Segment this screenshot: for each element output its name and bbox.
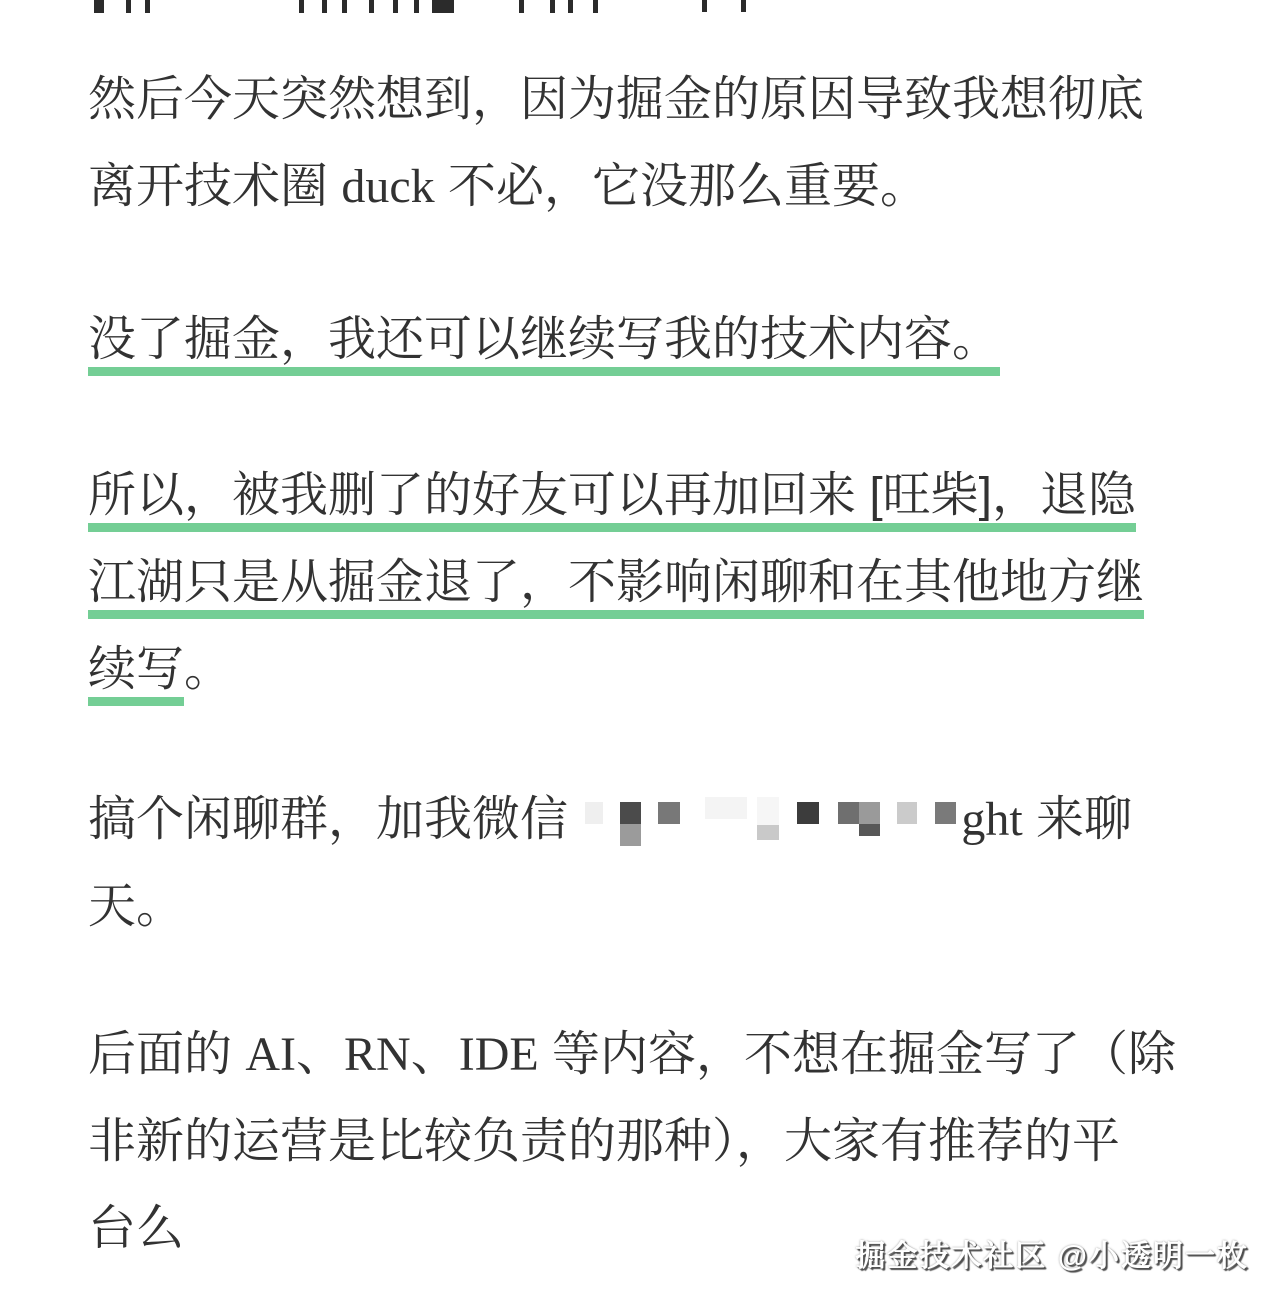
text-line <box>88 776 1132 863</box>
text-line <box>88 452 1144 539</box>
pixel-block <box>658 802 680 824</box>
pixel-block <box>757 797 779 825</box>
underlined-text: 续写 <box>88 643 184 706</box>
text-line <box>88 539 1144 626</box>
text-segment: 然后今天突然想到，因为掘金的原因导致我想彻底 <box>88 73 1145 126</box>
pixel-block <box>838 802 859 824</box>
text-line <box>88 1011 1176 1098</box>
underlined-text: 江湖只是从掘金退了，不影响闲聊和在其他地方继 <box>88 556 1144 619</box>
text-segment: 后面的 <box>88 1028 246 1081</box>
latin-text: ght <box>961 793 1023 846</box>
latin-text: IDE <box>458 1028 539 1081</box>
text-segment: 。 <box>184 643 233 696</box>
latin-text: AI <box>245 1028 296 1081</box>
text-segment: 离开技术圈 <box>88 160 342 213</box>
text-line <box>88 56 1144 143</box>
pixel-block <box>935 802 956 824</box>
latin-text: RN <box>344 1028 411 1081</box>
text-segment: 、 <box>296 1028 345 1081</box>
text-segment: 非新的运营是比较负责的那种），大家有推荐的平 <box>88 1115 1121 1168</box>
pixel-block <box>897 802 917 824</box>
text-segment: 来聊 <box>1022 793 1133 846</box>
pixel-block <box>620 802 641 824</box>
censored-wechat-id <box>585 797 957 853</box>
pixel-block <box>620 824 641 846</box>
paragraph <box>88 452 1144 713</box>
pixel-block <box>859 802 880 824</box>
text-segment: 等内容，不想在掘金写了（除 <box>538 1028 1177 1081</box>
watermark: 掘金技术社区 @小透明一枚 <box>855 1240 1249 1273</box>
text-segment: 、 <box>410 1028 459 1081</box>
pixel-block <box>705 797 747 819</box>
text-line <box>88 296 1000 383</box>
pixel-block <box>757 825 779 840</box>
underlined-text: 没了掘金，我还可以继续写我的技术内容。 <box>88 313 1000 376</box>
paragraph <box>88 56 1144 230</box>
pixel-block <box>797 802 819 824</box>
latin-text: duck <box>341 160 435 213</box>
pixel-block <box>585 802 603 824</box>
text-line <box>88 863 1132 950</box>
text-line <box>88 1098 1176 1185</box>
paragraph <box>88 296 1000 383</box>
text-line <box>88 143 1144 230</box>
text-segment: 搞个闲聊群，加我微信 <box>88 793 582 846</box>
pixel-block <box>859 824 880 836</box>
text-line <box>88 626 1144 713</box>
underlined-text: 所以，被我删了的好友可以再加回来 [旺柴]，退隐 <box>88 469 1136 532</box>
paragraph <box>88 776 1132 950</box>
text-segment: 不必，它没那么重要。 <box>434 160 928 213</box>
text-segment: 天。 <box>88 880 185 933</box>
text-segment: 台么 <box>88 1202 185 1255</box>
